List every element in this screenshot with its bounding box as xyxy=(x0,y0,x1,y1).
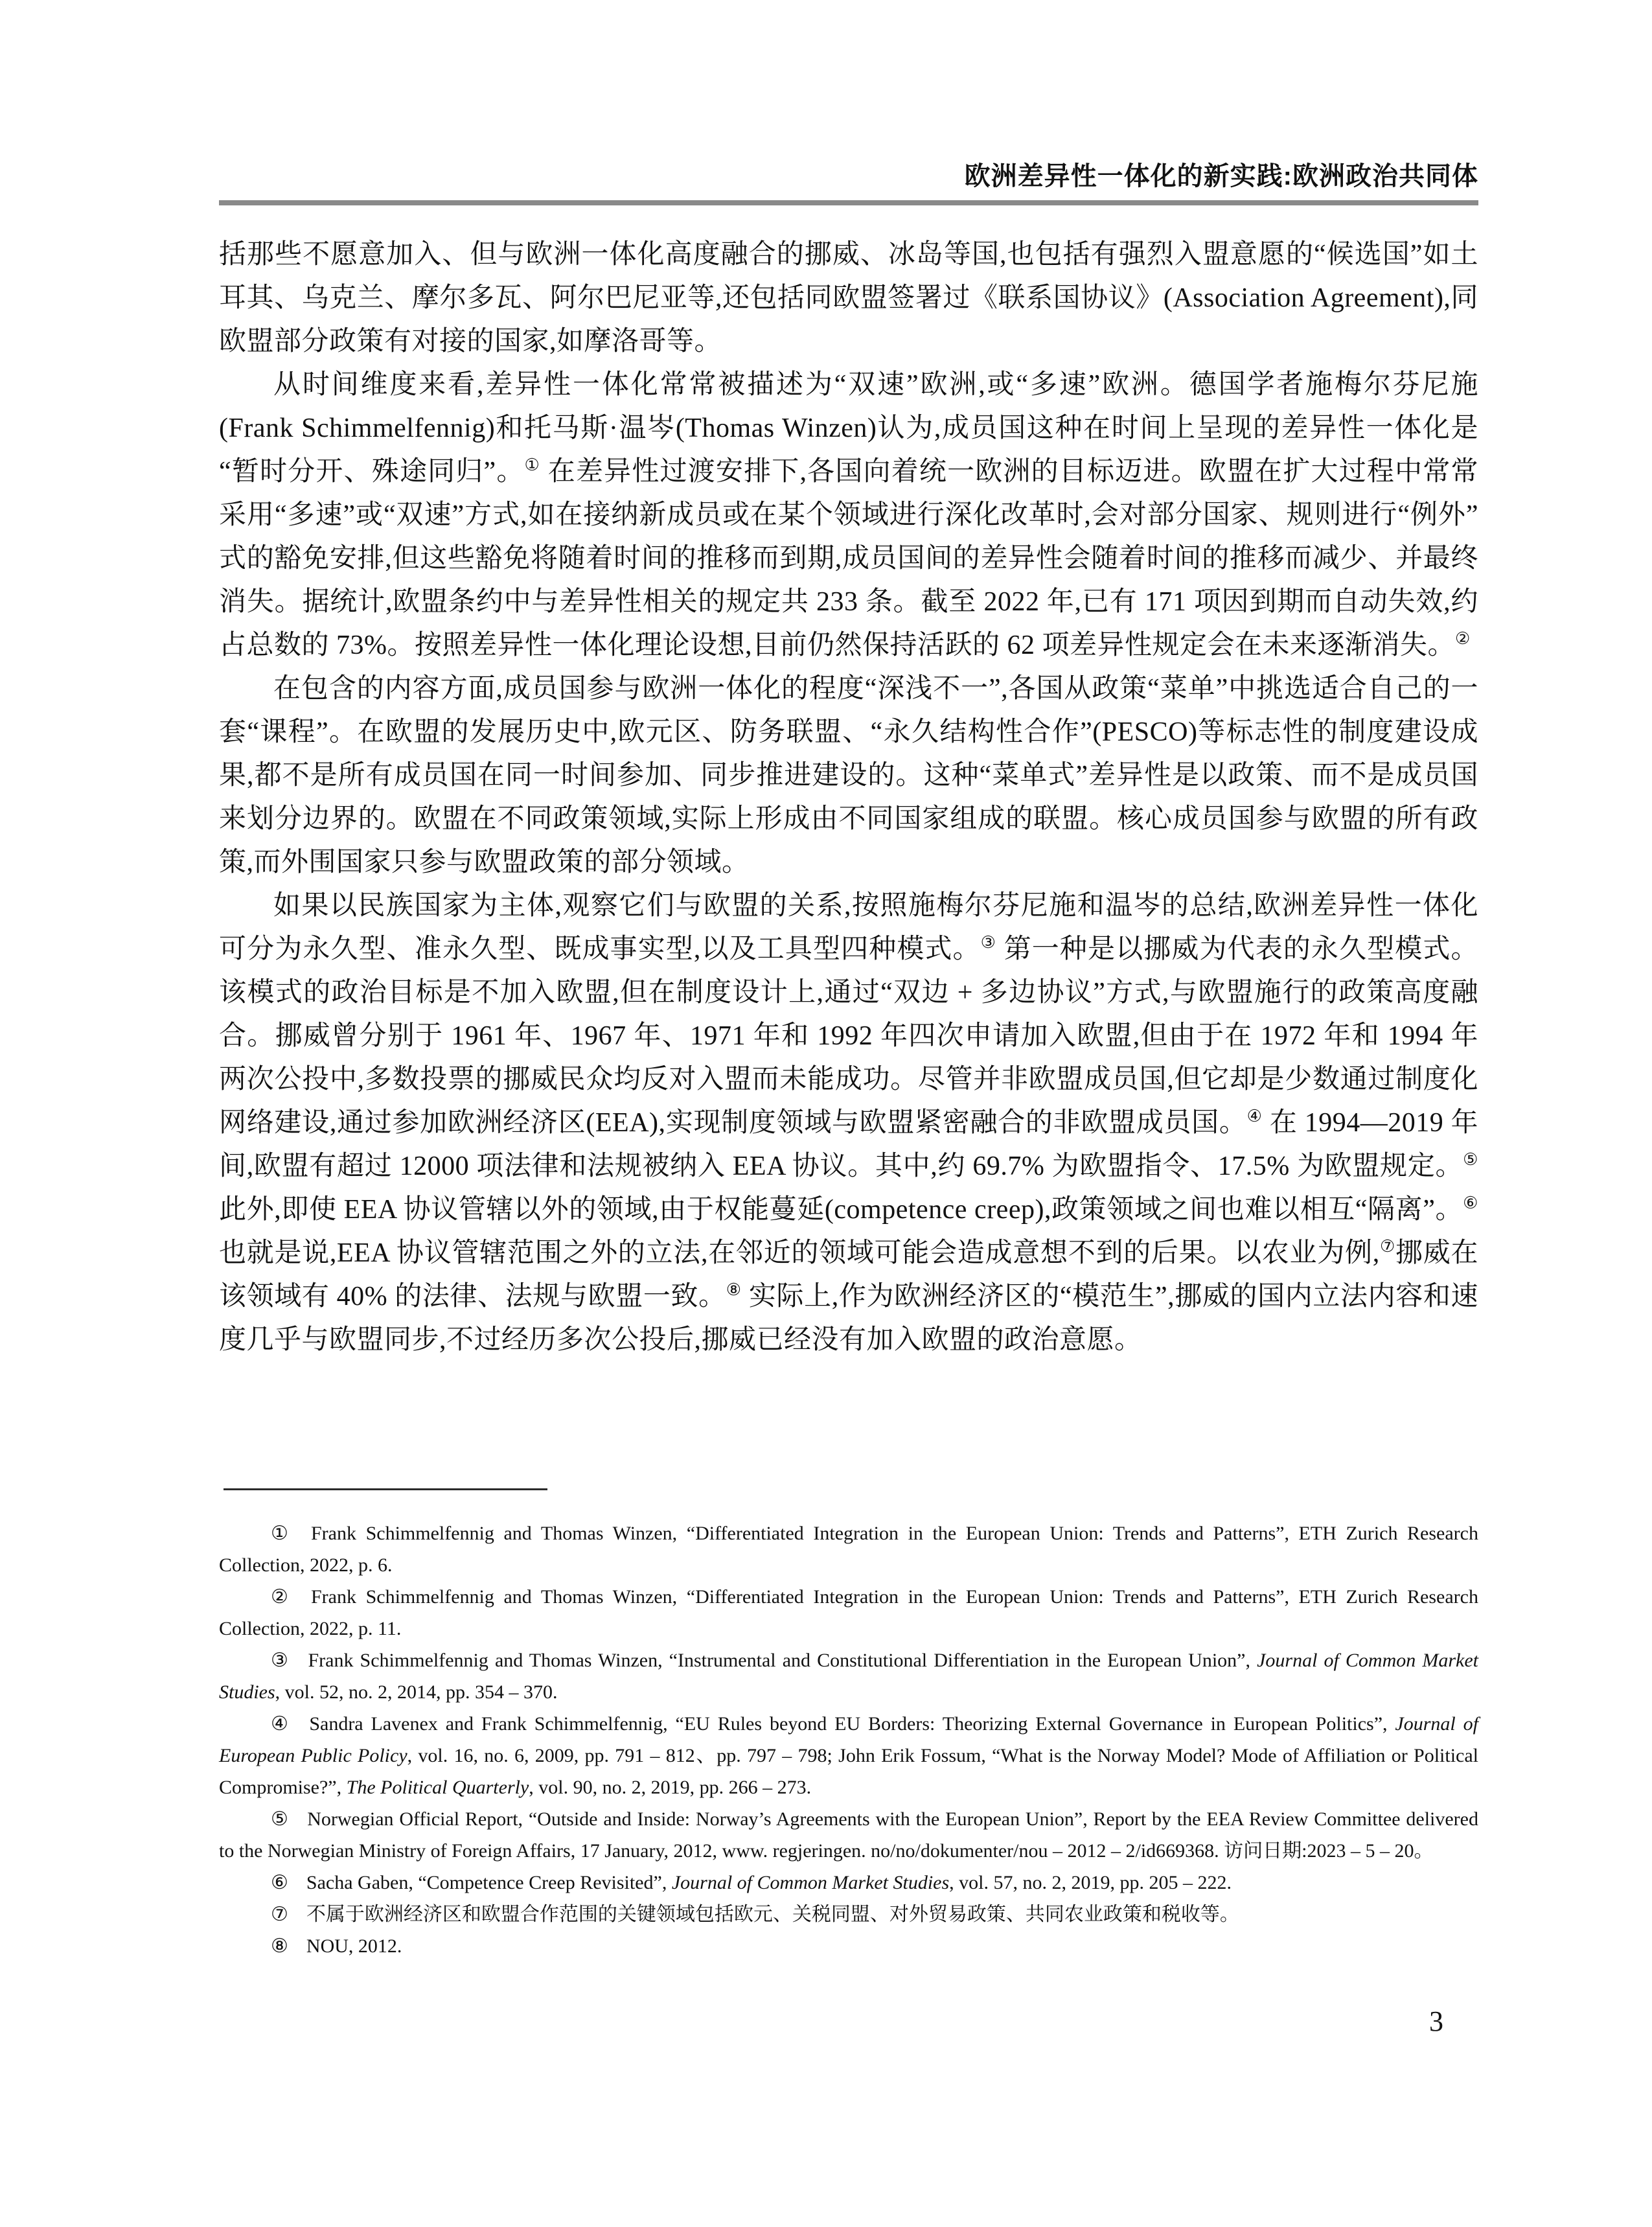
footnote-marker: ③ xyxy=(271,1650,290,1671)
footnote xyxy=(219,1517,1478,1581)
footnote-text: NOU, 2012. xyxy=(306,1935,402,1957)
footnote xyxy=(219,1803,1478,1867)
page-number: 3 xyxy=(1429,2005,1443,2037)
footnote-text: Sacha Gaben, “Competence Creep Revisited”, Journal of Common Market Studies, vol. 57, no. 2, 2019, pp. 205 – 222. xyxy=(306,1872,1232,1893)
footnote-text: Frank Schimmelfennig and Thomas Winzen, “Differentiated Integration in the European Union: Trends and Patterns”, ETH Zurich Research Collection, 2022, p. 11. xyxy=(219,1586,1478,1639)
footnote-marker: ⑦ xyxy=(271,1904,288,1925)
footnote-marker: ⑤ xyxy=(271,1808,290,1830)
footnote xyxy=(219,1581,1478,1644)
footnote-marker: ⑧ xyxy=(271,1935,288,1957)
header-rule xyxy=(219,200,1478,205)
footnote xyxy=(219,1708,1478,1803)
footnote-marker: ① xyxy=(271,1523,293,1544)
article-body xyxy=(219,233,1478,1362)
footnote xyxy=(219,1644,1478,1708)
footnote-marker: ② xyxy=(271,1586,293,1608)
body-paragraph: 括那些不愿意加入、但与欧洲一体化高度融合的挪威、冰岛等国,也包括有强烈入盟意愿的“候选国”如土耳其、乌克兰、摩尔多瓦、阿尔巴尼亚等,还包括同欧盟签署过《联系国协议》(Association Agreement),同欧盟部分政策有对接的国家,如摩洛哥等。 xyxy=(219,240,1478,356)
footnotes xyxy=(219,1517,1478,1962)
footnote-text: 不属于欧洲经济区和欧盟合作范围的关键领域包括欧元、关税同盟、对外贸易政策、共同农业政策和税收等。 xyxy=(306,1904,1239,1925)
footnote xyxy=(219,1930,1478,1962)
footnote-text: Frank Schimmelfennig and Thomas Winzen, “Instrumental and Constitutional Differentiation in the European Union”, Journal of Common Market Studies, vol. 52, no. 2, 2014, pp. 354 – 370. xyxy=(219,1650,1478,1703)
footnote-marker: ④ xyxy=(271,1713,292,1735)
footnote xyxy=(219,1867,1478,1898)
body-paragraph: 如果以民族国家为主体,观察它们与欧盟的关系,按照施梅尔芬尼施和温岑的总结,欧洲差异性一体化可分为永久型、准永久型、既成事实型,以及工具型四种模式。③ 第一种是以挪威为代表的永久型模式。该模式的政治目标是不加入欧盟,但在制度设计上,通过“双边 + 多边协议”方式,与欧盟施行的政策高度融合。挪威曾分别于 1961 年、1967 年、1971 年和 1992 年四次申请加入欧盟,但由于在 1972 年和 1994 年两次公投中,多数投票的挪威民众均反对入盟而未能成功。尽管并非欧盟成员国,但它却是少数通过制度化网络建设,通过参加欧洲经济区(EEA),实现制度领域与欧盟紧密融合的非欧盟成员国。④ 在 1994—2019 年间,欧盟有超过 12000 项法律和法规被纳入 EEA 协议。其中,约 69.7% 为欧盟指令、17.5% 为欧盟规定。⑤ 此外,即使 EEA 协议管辖以外的领域,由于权能蔓延(competence creep),政策领域之间也难以相互“隔离”。⑥ 也就是说,EEA 协议管辖范围之外的立法,在邻近的领域可能会造成意想不到的后果。以农业为例,⑦挪威在该领域有 40% 的法律、法规与欧盟一致。⑧ 实际上,作为欧洲经济区的“模范生”,挪威的国内立法内容和速度几乎与欧盟同步,不过经历多次公投后,挪威已经没有加入欧盟的政治意愿。 xyxy=(219,891,1478,1355)
footnote-separator xyxy=(224,1488,547,1490)
footnote-text: Norwegian Official Report, “Outside and Inside: Norway’s Agreements with the European Union”, Report by the EEA Review Committee delivered to the Norwegian Ministry of Foreign Affairs, 17 January, 2012, www. regjeringen. no/no/dokumenter/nou – 2012 – 2/id669368. 访问日期:2023 – 5 – 20。 xyxy=(219,1808,1478,1862)
footnote-text: Sandra Lavenex and Frank Schimmelfennig, “EU Rules beyond EU Borders: Theorizing External Governance in European Politics”, Journal of European Public Policy, vol. 16, no. 6, 2009, pp. 791 – 812、pp. 797 – 798; John Erik Fossum, “What is the Norway Model? Mode of Affiliation or Political Compromise?”, The Political Quarterly, vol. 90, no. 2, 2019, pp. 266 – 273. xyxy=(219,1713,1479,1798)
footnote-text: Frank Schimmelfennig and Thomas Winzen, “Differentiated Integration in the European Union: Trends and Patterns”, ETH Zurich Research Collection, 2022, p. 6. xyxy=(219,1523,1478,1576)
body-paragraph: 在包含的内容方面,成员国参与欧洲一体化的程度“深浅不一”,各国从政策“菜单”中挑选适合自己的一套“课程”。在欧盟的发展历史中,欧元区、防务联盟、“永久结构性合作”(PESCO)等标志性的制度建设成果,都不是所有成员国在同一时间参加、同步推进建设的。这种“菜单式”差异性是以政策、而不是成员国来划分边界的。欧盟在不同政策领域,实际上形成由不同国家组成的联盟。核心成员国参与欧盟的所有政策,而外围国家只参与欧盟政策的部分领域。 xyxy=(219,674,1478,877)
footnote xyxy=(219,1898,1478,1930)
body-paragraph: 从时间维度来看,差异性一体化常常被描述为“双速”欧洲,或“多速”欧洲。德国学者施梅尔芬尼施(Frank Schimmelfennig)和托马斯·温岑(Thomas Winzen)认为,成员国这种在时间上呈现的差异性一体化是“暂时分开、殊途同归”。① 在差异性过渡安排下,各国向着统一欧洲的目标迈进。欧盟在扩大过程中常常采用“多速”或“双速”方式,如在接纳新成员或在某个领域进行深化改革时,会对部分国家、规则进行“例外”式的豁免安排,但这些豁免将随着时间的推移而到期,成员国间的差异性会随着时间的推移而减少、并最终消失。据统计,欧盟条约中与差异性相关的规定共 233 条。截至 2022 年,已有 171 项因到期而自动失效,约占总数的 73%。按照差异性一体化理论设想,目前仍然保持活跃的 62 项差异性规定会在未来逐渐消失。② xyxy=(219,370,1478,660)
running-header-title: 欧洲差异性一体化的新实践:欧洲政治共同体 xyxy=(964,162,1478,190)
footnote-marker: ⑥ xyxy=(271,1872,288,1893)
